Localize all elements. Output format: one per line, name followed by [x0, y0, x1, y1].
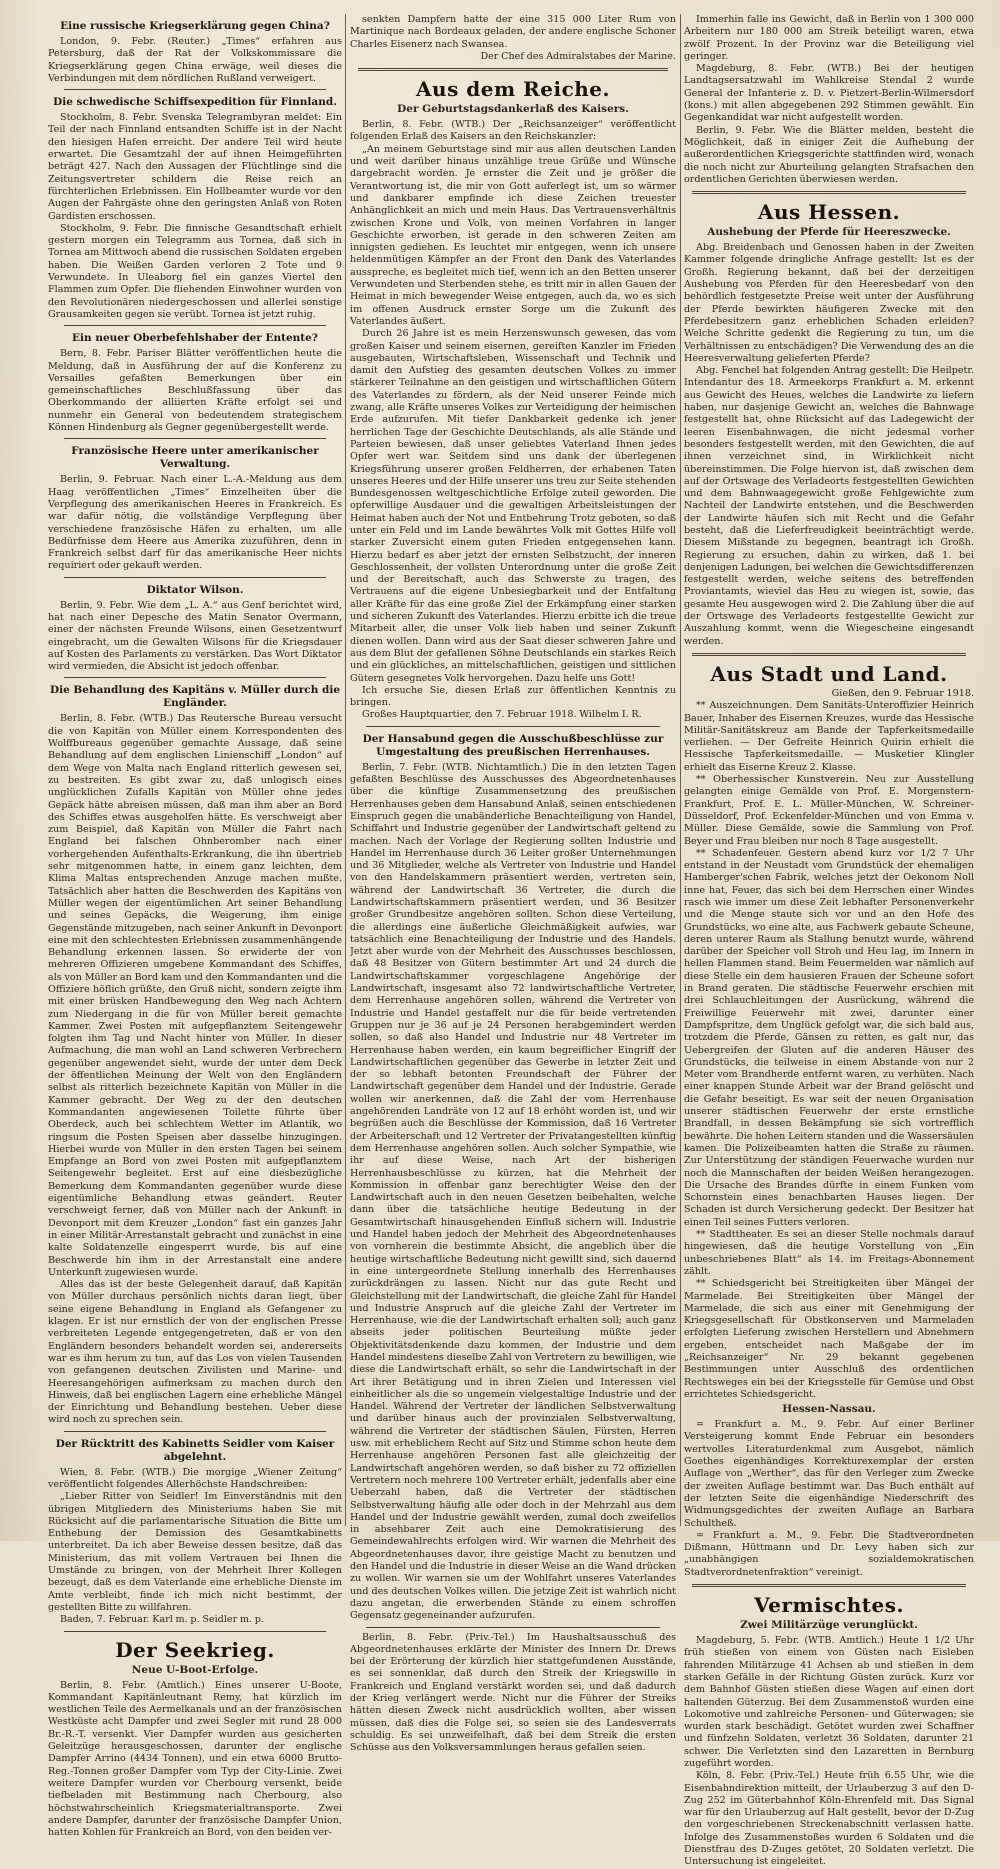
article-paragraph: ** Stadttheater. Es sei an dieser Stelle nochmals darauf hingewiesen, daß die heutige Vorstellung von „Ein unbeschriebenes Blatt“ als 14. im Freitags-Abonnement zählt. [684, 1229, 974, 1277]
article-paragraph: ** Auszeichnungen. Dem Sanitäts-Unteroffizier Heinrich Bauer, Inhaber des Eisernen Kreuzes, wurde das Hessische Militär-Sanitätskreuz am Bande der Tapferkeitsmedaille verliehen. — Der Gefreite Heinrich Quirin erhielt die Hessische Tapferkeitsmedaille. — Musketier Klingler erhielt das Eiserne Kreuz 2. Klasse. [684, 700, 974, 773]
article-paragraph: Berlin, 8. Febr. (Amtlich.) Eines unserer U-Boote, Kommandant Kapitänleutnant Remy, hat kürzlich im westlichen Teile des Aermelkanals und an der französischen Westküste acht Dampfer und zwei Segler mit rund 28 000 Br.-R.-T. versenkt. Vier Dampfer wurden aus gesicherten Geleitzüge herausgeschossen, darunter der englische Dampfer Arrino (4434 Tonnen), und ein etwa 6000 Brutto-Reg.-Tonnen großer Dampfer vom Typ der City-Linie. Zwei weitere Dampfer wurden vor Cherbourg versenkt, beide tiefbeladen mit Bestimmung nach Cherbourg, also höchstwahrscheinlich Kriegsmaterialtransporte. Zwei andere Dampfer, darunter der französische Dampfer Union, hatten Kohlen für Frankreich an Bord, von den beiden ver- [48, 1679, 342, 1839]
article-paragraph: Berlin, 7. Febr. (WTB. Nichtamtlich.) Die in den letzten Tagen gefaßten Beschlüsse des Ausschusses des Abgeordnetenhauses über die künftige Zusammensetzung des preußischen Herrenhauses geben dem Hansabund Anlaß, seinen entschiedenen Einspruch gegen die unabänderliche Benachteiligung von Handel, Schiffahrt und Industrie gegenüber der Landwirtschaft geltend zu machen. Nach der Vorlage der Regierung sollten Industrie und Handel im Herrenhause durch 36 Leiter großer Unternehmungen und 36 Mitglieder, welche als Vertreter von Industrie und Handel von den Handelskammern präsentiert werden, vertreten sein, während der Landwirtschaft 36 Vertreter, die durch die Landwirtschaftskammern präsentiert werden, und 36 Besitzer großer Grundbesitze angehören sollten. Schon diese Verteilung, die allerdings eine äußerliche Gleichmäßigkeit aufwies, war tatsächlich eine Benachteiligung der Industrie und des Handels. Jetzt aber wurde von der Mehrheit des Ausschusses beschlossen, daß 48 Besitzer von Gütern bestimmter Art und 24 durch die Landwirtschaftskammer vorgeschlagene Angehörige der Landwirtschaft, insgesamt also 72 landwirtschaftliche Vertreter, dem Herrenhause angehören sollen, während die Vertreter von Industrie und Handel gestaffelt nur die für beide vertretenden Gruppen nur je 36 auf je 24 Personen herabgemindert werden sollen, so daß also Handel und Industrie nur 48 Vertreter im Herrenhause haben werden, ein kaum begreiflicher Eingriff der Landwirtschaftlichen gegenüber das Gewerbe in letzter Zeit und der so lebhaft betonten Freundschaft der Führer der Landwirtschaft gegenüber dem Handel und der Industrie. Gerade wollen wir anerkennen, daß die Zahl der vom Herrenhause angehörenden Landräte von 12 auf 18 erhöht worden ist, und wir begrüßen auch die Beschlüsse der Kommission, daß 16 Vertreter der Arbeiterschaft und 12 Vertreter der Privatangestellten künftig dem Herrenhause angehören sollen. Auch solcher Sympathie, wie ihr auf diese Weise, nach Art der bisherigen Herrenhausbeschlüsse zu kürzen, hat die Mehrheit der Kommission in offenbar ganz berechtigter Weise den der Landwirtschaft auch in den neuen Gesetzen beibehalten, welche dann über die tatsächliche heutige Bedeutung in der Gesamtwirtschaft hinausgehenden Einfluß sichern will. Industrie und Handel haben jedoch der Mehrheit des Abgeordnetenhauses von vornherein die bestimmte Absicht, die angeblich über die heutige wirtschaftliche Bedeutung nicht gewillt sind, sich dauernd in eine untergeordnete Stellung innerhalb des Herrenhauses zurückdrängen zu lassen. Nicht nur das gute Recht und Gleichstellung mit der Landwirtschaft, die gleiche Zahl für Handel und Industrie Anspruch auf die gleiche Zahl der Vertreter im Herrenhause, wie die der Landwirtschaft erhalten soll; auch ganz abseits jeder politischen Beurteilung müßte jeder Objektivitätsdenkende dazu kommen, der Industrie und dem Handel mindestens dieselbe Zahl von Vertretern zu bewilligen, wie diese die Landwirtschaft erhält, so sehr die Landwirtschaft in der Art ihrer Betätigung und in ihren Zielen und Interessen viel einheitlicher als die so ungemein vielgestaltige Industrie und der Handel. Während der Vertreter der ländlichen Selbstverwaltung und darüber hinaus auch der provinzialen Selbstverwaltung, während die Vertreter der städtischen Säulen, Fürsten, Herren usw. mit erheblichem Recht auf Sitz und Stimme schon heute dem Herrenhause angehören Personen fast alle gleichzeitig der Landwirtschaft angehören werden, so daß bisher zu 72 offiziellen Vertretern noch mehrere 100 Vertreter erhält, jedenfalls aber eine Ueberzahl haben, daß die Vertreter der städtischen Selbstverwaltung häufig alle oder doch in der Mehrzahl aus dem Handel und der Industrie gewählt werden, zumal doch zweifellos in absehbarer Zeit auch eine Demokratisierung des Gemeindewahlrechts erfolgen wird. Wir warnen die Mehrheit des Abgeordnetenhauses davor, ihre geistige Macht zu benutzen und den Handel und die Industrie in dieser Weise an die Wand drücken zu wollen. Wir warnen sie um der Wohlfahrt unseres Vaterlandes und des deutschen Volkes willen. Die jetzige Zeit ist wahrlich nicht dazu angetan, die erwerbenden Stände zu einem schroffen Gegensatz gegeneinander aufzurufen. [350, 761, 676, 1622]
section-rule [64, 325, 326, 326]
article-paragraph: Durch 26 Jahre ist es mein Herzenswunsch gewesen, das vom großen Kaiser und seinem eisernen, gereiften Kanzler im Frieden ausgebauten, Wirtschaftsleben, Wissenschaft und Technik und damit den Aufstieg des gesamten deutschen Volkes zu immer stärkerer Teilnahme an den geistigen und wirtschaftlichen Gütern des Vaterlandes zu fördern, als der Neid unserer Feinde mich zwang, alle Kräfte unseres Volkes zur Verteidigung der heimischen Erde aufzurufen. Mit tiefer Dankbarkeit gedenke ich jener herrlichen Tage der Geschichte Deutschlands, als alle Stände und Parteien bewiesen, daß unser geliebtes Vaterland Ihnen jedes Opfer wert war. Seitdem sind uns dank der überlegenen Kriegsführung unserer großen Feldherren, der erhabenen Taten unseres Heeres und der Hilfe unserer uns treu zur Seite stehenden Bundesgenossen weltgeschichtliche Erfolge zuteil geworden. Die opferwillige Ausdauer und die gewaltigen Arbeitsleistungen der Heimat haben auch der Not und Entbehrung Trotz geboten, so daß unter ein Feld und im Lande bewährtes Volk mit Gottes Hilfe voll starker Zuversicht einem guten Frieden entgegensehen kann. Hierzu bedarf es aber jetzt der ernsten Selbstzucht, der inneren Geschlossenheit, der vollsten Unterordnung unter die große Zeit und der Bereitschaft, auch das Schwerste zu tragen, des Vertrauens auf die eigene Unbesiegbarkeit und der Entfaltung aller Kräfte für das eine große Ziel der Erkämpfung einer starken und sicheren Zukunft des Vaterlandes. Hierzu erbitte ich die treue Mitarbeit aller, die unser Volk lieb haben und seiner Zukunft dienen wollen. Dann wird aus der Saat dieser schweren Jahre und aus dem Blut der gefallenen Söhne Deutschlands ein starkes Reich und ein glückliches, an mittelschaftlichen, geistigen und sittlichen Gütern gesegnetes Volk hervorgehen. Dazu helfe uns Gott! [350, 328, 676, 684]
article-paragraph: „Lieber Ritter von Seidler! Im Einverständnis mit den übrigen Mitgliedern des Ministeriums haben Sie mit Rücksicht auf die parlamentarische Situation die Bitte um Enthebung der Demission des Gesamtkabinetts unterbreitet. Da ich aber Beweise dessen besitze, daß das Ministerium, das mit vollem Vertrauen bei Ihnen die Umstände zu bringen, von der Mehrheit Ihrer Kollegen bezeugt, daß es dem Vaterlande eine erhebliche Dienste im Amte verbleibt, finde ich mich nicht bestimmt, der gestellten Bitte zu willfahren. [48, 1491, 342, 1613]
article-headline: Die Behandlung des Kapitäns v. Müller durch die Engländer. [49, 684, 341, 710]
column-rule [345, 14, 346, 1526]
article-headline: Eine russische Kriegserklärung gegen China? [60, 20, 330, 32]
section-rule [64, 89, 326, 90]
article-paragraph: Abg. Breidenbach und Genossen haben in der Zweiten Kammer folgende dringliche Anfrage gestellt: Ist es der Großh. Regierung bekannt, daß bei der derzeitigen Aushebung von Pferden für den Heeresbedarf von den behördlich festgesetzte Preise weit unter der Ausführung der Pferde bewirkten häufigeren Zwecke mit den Pferdebesitzern ganz erheblichen Schaden erleiden? Welche Schritte gedenkt die Regierung zu tun, um die Verhältnissen zu entschädigen? Die Verwendung des an die Heeresverwaltung gelieferten Pferde? [684, 242, 974, 364]
section-rule [64, 1631, 326, 1632]
article-paragraph: senkten Dampfern hatte der eine 315 000 Liter Rum von Martinique nach Bordeaux geladen, der andere englische Schoner Charles Eisenerz nach Swansea. [350, 14, 676, 50]
article-paragraph: Berlin, 8. Febr. (WTB.) Das Reutersche Bureau versucht die von Kapitän von Müller einem Korrespondenten des Wolffbureaus gegenüber gemachte Aussage, daß seine Behandlung auf dem englischen Linienschiff „London“ auf dem Wege von Malta nach England ritterlich gewesen sei, zu bestreiten. Es gibt zwar zu, daß unlogisch eines unglücklichen Zufalls Kapitän von Müller ohne jedes Gepäck hätte abreisen müssen, daß man ihm aber an Bord des Schiffes etwas ausgeholfen hätte. Es verschweigt aber zum Beispiel, daß Kapitän von Müller die Fahrt nach England bei falschen Ohnberomber nach einer vorhergehenden Aufenthalts-Erkrankung, die ihn übertrieb sehr mitgenommen hatte, in einem ganz leichten, dem Klima Maltas entsprechenden Anzuge machen mußte. Tatsächlich aber hatten die Beschwerden des Kapitäns von Müller wegen der eigentümlichen Art seiner Behandlung und seines Gepäcks, die Weigerung, ihm einige Gegenstände mitzugeben, nach seiner Ankunft in Devonport eine mit den schlechtesten Erlebnissen zusammenhängende Behandlung erkennen lassen. So erwiderte der von mehreren Offizieren umgebene Kommandant des Schiffes, als von Müller an Bord kam und den Kommandanten und die Offiziere höflich grüßte, den Gruß nicht, sondern zeigte ihm mit einer brüsken Handbewegung den Weg nach Achtern zum Niedergang in die für von Müller bereit gemachte Kammer. Zwei Posten mit aufgepflanztem Seitengewehr folgten ihm Tag und Nacht hinter von Müller. In dieser Aufmachung, die man wohl an Land schweren Verbrechern gegenüber angewendet sieht, wurde der unter dem Deck der öffentlichen Meinung der Welt von den Engländern selbst als ritterlich bezeichnete Kapitän von Müller in die Kammer gebracht. Der Weg zu der den deutschen Kommandanten angewiesenen Toilette führte über Oberdeck, auch bei schlechtem Wetter im Atlantik, wo ringsum die Posten Speisen aber dasselbe hinzugingen. Hierbei wurde von Müller in den ersten Tagen bei seinem Empfange an Bord von zwei Posten mit aufgepflanztem Seitengewehr begleitet. Erst auf eine diesbezügliche Bemerkung dem Kommandanten gegenüber wurde diese eigentümliche Behandlung etwas geändert. Reuter verschweigt ferner, daß von Müller nach der Ankunft in Devonport mit dem Kreuzer „London“ fast ein ganzes Jahr in einer Militär-Arrestanstalt gebracht und zunächst in eine kalte Soldatenzelle eingesperrt wurde, bis auf eine Beschwerde hin ihm in der Arrestanstalt eine andere Unterkunft zugewiesen wurde. [48, 713, 342, 1278]
article-headline: Der Hansabund gegen die Ausschußbeschlüsse zur Umgestaltung des preußischen Herrenhauses. [362, 732, 664, 758]
article-paragraph: Baden, 7. Februar. Karl m. p. Seidler m. p. [60, 1614, 264, 1626]
section-heading: Aus Stadt und Land. [710, 661, 948, 686]
article-subheading: Hessen-Nassau. [782, 1403, 876, 1416]
section-heading: Aus dem Reiche. [416, 77, 610, 102]
article-subheading: Zwei Militärzüge verunglückt. [740, 1619, 918, 1632]
column-1 [48, 14, 342, 1839]
article-headline: Diktator Wilson. [146, 583, 244, 596]
article-paragraph: Immerhin falle ins Gewicht, daß in Berlin von 1 300 000 Arbeitern nur 180 000 am Streik beteiligt waren, etwa zwölf Prozent. In der Provinz war die Beteiligung viel geringer. [684, 14, 974, 62]
column-3 [684, 14, 974, 1869]
article-paragraph: ** Schadenfeuer. Gestern abend kurz vor 1/2 7 Uhr entstand in der Neustadt vom Grundstück der ehemaligen Hamberger'schen Fabrik, welches jetzt der Oekonom Noll inne hat, Feuer, das sich bei dem Herrschen einer Windes rasch wie immer um diese Zeit lebhafter Personenverkehr und die Menge staute sich vor und an den Hofe des Grundstücks, wo eine alte, aus Fachwerk gebaute Scheune, deren unterer Raum als Stallung benutzt wurde, während darüber der Speicher voll Stroh und Heu lag, im Innern in hellen Flammen stand. Beim Feuermelden war nämlich auf diese Stelle ein dem hausieren Frauen der Scheune sofort in Brand geraten. Die städtische Feuerwehr erschien mit drei Schlauchleitungen der Ausrückung, während die Freiwillige Feuerwehr mit zwei, darunter einer Dampfspritze, dem Unglück gefolgt war, die sich bald aus, trotzdem die Pferde, Gänsen zu retten, es galt nur, das Uebergreifen der Gluten auf die anderen Häuser des Grundstücks, die teilweise in einem Abstande von nur 2 Meter vom Brandherde entfernt waren, zu verhüten. Nach einer knappen Stunde Arbeit war der Brand gelöscht und die Gefahr beseitigt. Es war seit der neuen Organisation unserer städtischen Feuerwehr der erste ernstliche Brandfall, in dessen Bekämpfung sie sich vortrefflich bewährte. Die hohen Leitern standen und die Wassersäulen kamen. Die Polizeibeamten hatten die Straße zu räumen. Zur Unterstützung der ständigen Feuerwache wurden nur noch die Mannschaften der beiden Weißen herangezogen. Die Ursache des Brandes dürfte in einem Funken vom Schornstein eines benachbarten Hauses liegen. Der Schaden ist durch Versicherung gedeckt. Der Besitzer hat einen Teil seines Futters verloren. [684, 847, 974, 1228]
article-paragraph: Alles das ist der beste Gelegenheit darauf, daß Kapitän von Müller durchaus persönlich nichts daran liegt, über seine eigene Behandlung in England als Gefangener zu klagen. Er ist nur ernstlich der von der englischen Presse verbreiteten Legende entgegengetreten, daß er von den Engländern besonders behandelt worden sei, andererseits war es ihm herum zu tun, auf das Los von vielen Tausenden von gefangenen deutschen Zivilisten und Marine- und Heeresangehörigen aufmerksam zu machen durch den Hinweis, daß bei englischen Lagern eine erhebliche Mängel der Einrichtung und Behandlung bestehen. Ueber diese wird noch zu sprechen sein. [48, 1279, 342, 1426]
article-paragraph: Ich ersuche Sie, diesen Erlaß zur öffentlichen Kenntnis zu bringen. [350, 684, 676, 709]
article-paragraph: ** Oberhessischer Kunstverein. Neu zur Ausstellung gelangten einige Gemälde von Prof. E. Morgenstern-Frankfurt, Prof. E. L. Müller-München, W. Schreiner-Düsseldorf, Prof. Eckenfelder-München und von Emma v. Müller. Diese Gemälde, sowie die Sammlung von Prof. Beyer und Frau bleiben nur noch 8 Tage ausgestellt. [684, 774, 974, 847]
article-headline: Französische Heere unter amerikanischer Verwaltung. [71, 445, 319, 471]
article-subheading: Neue U-Boot-Erfolge. [131, 1663, 259, 1676]
article-paragraph: Magdeburg, 5. Febr. (WTB. Amtlich.) Heute 1 1/2 Uhr früh stießen von einem von Güsten nach Eisleben fahrenden Militärzuge 41 Achsen ab und stießen in dem starken Gefälle in der Richtung Güsten zurück. Kurz vor dem Bahnhof Güsten stießen diese Wagen auf einen dort haltenden Güterzug. Bei dem Zusammenstoß wurden eine Lokomotive und zahlreiche Personen- und Güterwagen; sie wurden stark beschädigt. Getötet wurden zwei Schaffner und fünfzehn Soldaten, verletzt 36 Soldaten, darunter 21 schwer. Die Verletzten sind den Lazaretten in Bernburg zugeführt worden. [684, 1635, 974, 1769]
article-paragraph: Großes Hauptquartier, den 7. Februar 1918. Wilhelm I. R. [362, 709, 642, 721]
section-rule [692, 191, 966, 194]
section-rule [692, 653, 966, 656]
article-paragraph: „An meinem Geburtstage sind mir aus allen deutschen Landen und weit darüber hinaus unzählige treue Grüße und Wünsche dargebracht worden. Je ernster die Zeit und je größer die Verantwortung ist, die mir von Gott auferlegt ist, um so wärmer und dankbarer empfinde ich diese Zeichen treuester Anhänglichkeit an mich und mein Haus. Das Vertrauensverhältnis zwischen Krone und Volk, von meinen Vorfahren in langer Geschichte erworben, ist gerade in den schweren Zeiten am innigsten gediehen. Es leuchtet mir entgegen, wenn ich unsere heldenmütigen Kämpfer an der Front den Dank des Vaterlandes ausspreche, es begleitet mich tief, wenn ich an den Betten unserer Verwundeten und Sterbenden stehe, es tritt mir in allen Gauen der Heimat in mich bewegender Weise entgegen, auch da, wo es sich im offenen Ausdruck ernster Sorge um die Zukunft des Vaterlandes äußert. [350, 143, 676, 327]
article-paragraph: Berlin, 9. Febr. Wie dem „L. A.“ aus Genf berichtet wird, hat nach einer Depesche des Matin Senator Overmann, einer der nächsten Freunde Wilsons, einen Gesetzentwurf eingebracht, um die Gewalten Wilsons für die Kriegsdauer auf Kosten des Parlaments zu verstärken. Das Wort Diktator wird vermieden, die Absicht ist jedoch offenbar. [48, 599, 342, 673]
article-paragraph: Stockholm, 9. Febr. Die finnische Gesandtschaft erhielt gestern morgen ein Telegramm aus Tornea, daß sich in Tornea am Mittwoch abend die russischen Soldaten ergeben haben. Die Weißen Garden verloren 2 Tote und 9 Verwundete. In Uleaborg fiel ein ganzes Viertel den Flammen zum Opfer. Die fliehenden Einwohner wurden von den Revolutionären niedergeschossen und allerlei sonstige Grausamkeiten gegen sie verübt. Tornea ist jetzt ruhig. [48, 222, 342, 320]
column-rule [680, 14, 681, 1526]
article-paragraph: ** Schiedsgericht bei Streitigkeiten über Mängel der Marmelade. Bei Streitigkeiten über Mängel der Marmelade, die sich aus einer mit Genehmigung der Kriegsgesellschaft für Obstkonserven und Marmeladen erfolgten Lieferung zwischen Herstellern und Abnehmern ergeben, entscheidet nach Maßgabe der im „Reichsanzeiger“ Nr. 29 bekannt gegebenen Bestimmungen unter Ausschluß des ordentlichen Rechtsweges ein bei der Kriegsstelle für Gemüse und Obst errichtetes Schiedsgericht. [684, 1278, 974, 1400]
section-rule [64, 438, 326, 439]
article-paragraph: Stockholm, 8. Febr. Svenska Telegrambyran meldet: Ein Teil der nach Finnland entsandten Schiffe ist in der Nacht den hiesigen Hafen erreicht. Der andere Teil wird heute erwartet. Die Gesamtzahl der auf ihnen Heimgeführten beträgt 427. Nach den Aussagen der Flüchtlinge sind die Zeitungsvertreter schildern die Reise reich an fürchterlichen Erlebnissen. Ein Hollbeamter wurde vor den Augen der Fahrgäste ohne den geringsten Anlaß von Roten Gardisten erschossen. [48, 112, 342, 222]
section-rule [358, 68, 668, 71]
article-paragraph: Abg. Fenchel hat folgenden Antrag gestellt: Die Heilpetr. Intendantur des 18. Armeekorps Frankfurt a. M. erkennt aus Gewicht des Heues, welches die Landwirte zu liefern haben, nur dasjenige Gewicht an, welches die Bahnwage festgestellt hat, ohne Rücksicht auf das Ladegewicht der leeren Eisenbahnwagen, die nicht jedesmal vorher besonders festgestellt werden, mit den Gewichten, die auf ihnen verzeichnet sind, in Wirklichkeit nicht übereinstimmen. Die Folge hiervon ist, daß zwischen dem auf der Ortswage des Verladeorts festgestellten Gewichten und dem Bahnwaagegewicht große Fehlgewichte zum Nachteil der Landwirte entstehen, und die Beschwerden der Landwirte häufen sich mit Recht und die Gefahr besteht, daß die Lieferfreudigkeit beeinträchtigt werde. Diesem Mißstande zu begegnen, beantragt ich Großh. Regierung zu ersuchen, dahin zu wirken, daß 1. bei denjenigen Ladungen, bei welchen die Gewichtsdifferenzen festgestellt werden, welche seitens des betreffenden Proviantamts, wieviel das Heu zu wiegen ist, sowie, das gesamte Heu ausgewogen wird 2. Die Zahlung über die auf der Ortswage des Verladeorts festgestellte Gewicht zur Auszahlung kommt, wenn die Wiegescheine eingesandt werden. [684, 365, 974, 647]
article-paragraph: Wien, 8. Febr. (WTB.) Die morgige „Wiener Zeitung“ veröffentlicht folgendes Allerhöchste Handschreiben: [48, 1466, 342, 1490]
article-headline: Die schwedische Schiffsexpedition für Finnland. [53, 96, 337, 109]
section-rule [692, 1584, 966, 1587]
section-rule [64, 577, 326, 578]
article-headline: Der Rücktritt des Kabinetts Seidler vom Kaiser abgelehnt. [55, 1437, 335, 1463]
section-rule [366, 726, 660, 727]
column-2 [350, 14, 676, 1754]
article-paragraph: Berlin, 9. Februar. Nach einer L.-A.-Meldung aus dem Haag veröffentlichen „Times“ Einzelheiten über die Verpflegung des amerikanischen Heeres in Frankreich. Es war dafür nötig, die vollständige Verpflegung über verschiedene französische Häfen zu erhalten, um alle Bedürfnisse dem Heere aus Amerika zuzuführen, denn in Frankreich selbst darf für das amerikanische Heer nichts requiriert oder gekauft werden. [48, 474, 342, 572]
section-heading: Der Seekrieg. [115, 1637, 275, 1662]
dateline: Der Chef des Admiralstabes der Marine. [480, 50, 676, 62]
article-paragraph: Berlin, 9. Febr. Wie die Blätter melden, besteht die Möglichkeit, daß in einiger Zeit die Aufhebung der außerordentlichen Kriegsgerichte stattfinden wird, wonach die noch nicht zur Aburteilung gelangten Strafsachen den ordentlichen Gerichten überwiesen werden. [684, 124, 974, 185]
section-rule [64, 1431, 326, 1432]
article-paragraph: = Frankfurt a. M., 9. Febr. Auf einer Berliner Versteigerung kommt Ende Februar ein besonders wertvolles Literaturdenkmal zum Ausgebot, nämlich Goethes eigenhändiges Korrekturexemplar der ersten Auflage von „Werther“, das für den Verleger zum Zwecke der zweiten Auflage bestimmt war. Das Buch enthält auf der letzten Seite die eigenhändige Niederschrift des Widmungsgedichtes der zweiten Auflage an Barbara Schultheß. [684, 1419, 974, 1529]
article-paragraph: Bern, 8. Febr. Pariser Blätter veröffentlichen heute die Meldung, daß in Ausführung der auf die Konferenz zu Versailles gefaßten Bemerkungen über ein gemeinschaftliches Beschlußfassung über das Oberkommando der alliierten Kräfte erfolgt sei und nunmehr ein General von bedeutendem strategischem Können Hindenburg als Gegner gegenübergestellt werde. [48, 348, 342, 434]
article-paragraph: Berlin, 8. Febr. (Priv.-Tel.) Im Haushaltsausschuß des Abgeordnetenhauses erklärte der Minister des Innern Dr. Drews bei der Erörterung der kürzlich hier stattgefundenen Ausstände, es sei sonnenklar, daß durch den Streik der Kriegswille in Frankreich und England verstärkt worden sei, und daß dadurch der Krieg verlängert werde. Nicht nur die Führer der Streiks hätten diesen Zweck nicht ausdrücklich wollten, aber wissen müssen, daß dies die Folge sei, so seien sie des Landesverrats schuldig. Es sei unzweifelhaft, daß bei dem Streik die ersten Schüsse aus den Volksversammlungen heraus gefallen seien. [350, 1631, 676, 1754]
dateline: Gießen, den 9. Februar 1918. [831, 687, 974, 699]
section-rule [366, 1627, 660, 1628]
article-paragraph: Köln, 8. Febr. (Priv.-Tel.) Heute früh 6.55 Uhr, wie die Eisenbahndirektion mitteilt, der Urlauberzug 3 auf den D-Zug 252 im Güterbahnhof Köln-Ehrenfeld mit. Das Signal war für den Urlauberzug auf Halt gestellt, bevor der D-Zug den vorgeschriebenen Streckenabschnitt verlassen hatte. Infolge des Zusammenstoßes wurden 6 Soldaten und die Dienstfrau des D-Zuges getötet, 20 Soldaten verletzt. Die Untersuchung ist eingeleitet. [684, 1770, 974, 1868]
article-paragraph: = Frankfurt a. M., 9. Febr. Die Stadtverordneten Dißmann, Hüttmann und Dr. Levy haben sich zur „unabhängigen sozialdemokratischen Stadtverordnetenfraktion“ vereinigt. [684, 1529, 974, 1578]
section-heading: Vermischtes. [754, 1593, 904, 1618]
article-subheading: Der Geburtstagsdankerlaß des Kaisers. [397, 103, 629, 116]
article-subheading: Aushebung der Pferde für Heereszwecke. [707, 226, 951, 239]
section-heading: Aus Hessen. [757, 200, 901, 225]
article-headline: Ein neuer Oberbefehlshaber der Entente? [72, 332, 318, 345]
article-paragraph: Magdeburg, 8. Febr. (WTB.) Bei der heutigen Landtagsersatzwahl im Wahlkreise Stendal 2 wurde General der Infanterie z. D. v. Pietzert-Berlin-Wilmersdorf (kons.) mit allen abgegebenen 292 Stimmen gewählt. Ein Gegenkandidat war nicht aufgestellt worden. [684, 63, 974, 124]
article-paragraph: London, 9. Febr. (Reuter.) „Times“ erfahren aus Petersburg, daß der Rat der Volkskommissare die Kriegserklärung gegen China erwäge, weil dieses die Verbindungen mit dem nördlichen Rußland verweigert. [48, 36, 342, 84]
article-paragraph: Berlin, 8. Febr. (WTB.) Der „Reichsanzeiger“ veröffentlicht folgenden Erlaß des Kaisers an den Reichskanzler: [350, 119, 676, 143]
section-rule [64, 677, 326, 678]
